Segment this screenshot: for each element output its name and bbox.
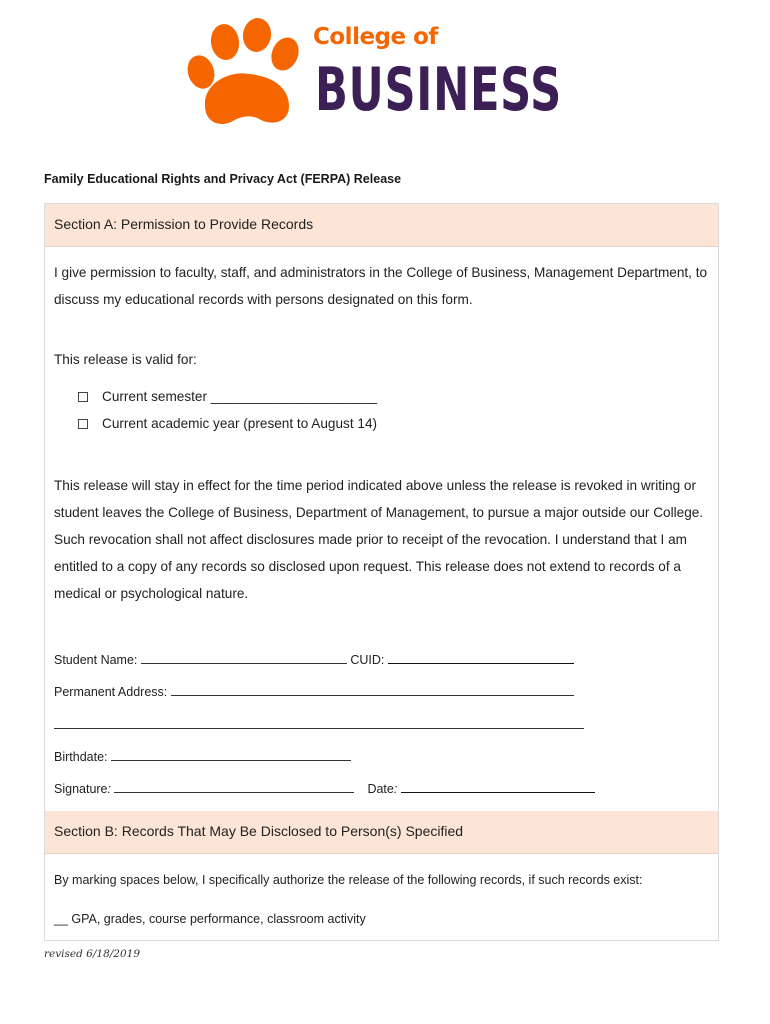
release-terms: This release will stay in effect for the time period indicated above unless the release is revoked in writing or student leaves the College of Business, Department of Management, to pursue a major outside our College. Such revocation shall not affect disclosures made prior to receipt of the revocation. I understand that I am entitled to a copy of any records so disclosed upon request. This release does not extend to records of a medical or psychological nature. [54,478,704,601]
student-name-field[interactable] [141,651,347,664]
address-field-line2[interactable] [54,716,584,729]
section-b-heading: Section B: Records That May Be Disclosed to Person(s) Specified [45,811,718,854]
valid-for-label: This release is valid for: [54,352,197,367]
revised-date: revised 6/18/2019 [44,948,141,960]
logo-college-of: College of [313,24,438,50]
option-label: Current semester ______________________ [102,389,378,404]
birthdate-label: Birthdate: [54,750,108,764]
address-row-2 [54,716,584,732]
birthdate-row [54,748,351,764]
college-logo [185,18,565,136]
option-current-academic-year[interactable] [78,416,377,431]
address-field-line1[interactable] [171,683,574,696]
checkbox-icon[interactable] [78,392,88,402]
section-a-intro: I give permission to faculty, staff, and administrators in the College of Business, Management Department, to discuss my educational records with persons designated on this form. [54,265,708,307]
student-name-label: Student Name: [54,653,138,667]
record-item-gpa[interactable]: __ GPA, grades, course performance, classroom activity [54,912,366,926]
cuid-field[interactable] [388,651,574,664]
logo-business: BUSINESS [315,55,562,125]
birthdate-field[interactable] [111,748,351,761]
option-label: Current academic year (present to August 14) [102,416,378,431]
checkbox-icon[interactable] [78,419,88,429]
date-colon: : [393,782,398,796]
address-label: Permanent Address: [54,685,168,699]
option-current-semester[interactable] [78,389,377,404]
cuid-label: CUID: [350,653,385,667]
tiger-paw-icon [185,18,310,136]
date-label: Date [367,782,394,796]
signature-colon: : [107,782,111,796]
signature-field[interactable] [114,780,354,793]
student-name-row [54,651,574,667]
document-title: Family Educational Rights and Privacy Act (FERPA) Release [44,172,402,186]
section-a-heading: Section A: Permission to Provide Records [45,204,718,247]
section-b-intro: By marking spaces below, I specifically authorize the release of the following records, if such records exist: [54,873,643,887]
date-field[interactable] [401,780,595,793]
address-row [54,683,574,699]
signature-row [54,780,595,796]
signature-label: Signature [54,782,108,796]
